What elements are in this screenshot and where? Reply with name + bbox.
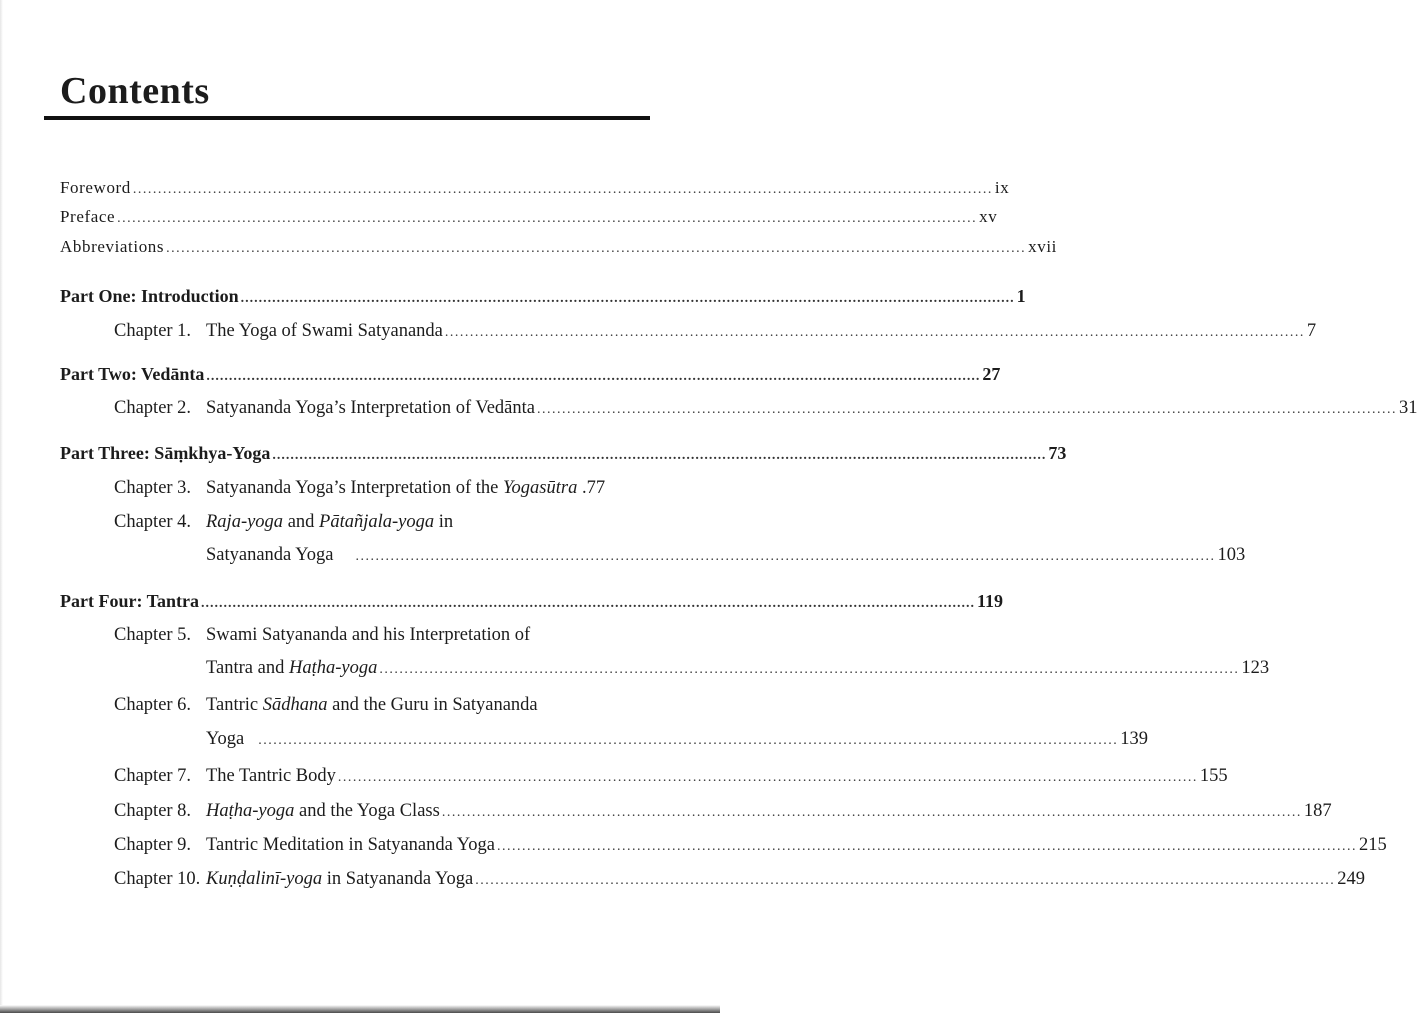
chapter-number: Chapter 6.	[114, 695, 192, 715]
page-title: Contents	[60, 70, 210, 112]
toc-chapter-1[interactable]	[114, 320, 1317, 344]
chapter-number: Chapter 4.	[114, 512, 192, 532]
entry-label: Foreword	[60, 178, 131, 197]
chapter-title: The Tantric Body	[206, 766, 336, 786]
chapter-title-italic: Haṭha-yoga	[288, 658, 378, 678]
chapter-title-italic: Kuṇḍalinī-yoga	[206, 869, 323, 889]
chapter-number: Chapter 9.	[114, 835, 192, 855]
entry-page: ix	[994, 178, 1010, 197]
chapter-number: Chapter 5.	[114, 625, 192, 645]
chapter-number: Chapter 3.	[114, 478, 192, 498]
toc-entry-foreword[interactable]	[60, 177, 1010, 201]
leader-dots: ............................................................................................................................................................................	[258, 733, 1119, 748]
chapter-title: and	[283, 512, 320, 532]
toc-entry-preface[interactable]	[60, 206, 998, 230]
toc-part-one[interactable]	[60, 285, 1026, 310]
toc-chapter-10[interactable]	[114, 868, 1365, 892]
toc-chapter-8[interactable]	[114, 800, 1332, 824]
chapter-title: Tantric	[206, 695, 263, 715]
toc-entry-abbreviations[interactable]	[60, 236, 1057, 260]
toc-chapter-5-line2[interactable]	[206, 657, 1270, 681]
chapter-title-italic: Pātañjala-yoga	[319, 512, 435, 532]
entry-page: 103	[1217, 545, 1246, 565]
leader-dots: ............................................................................................................................................................................	[379, 662, 1240, 677]
chapter-title: Satyananda Yoga’s Interpretation of the	[206, 478, 503, 498]
leader-dots: ............................................................................................................................................................................	[497, 839, 1357, 854]
page-edge-shadow	[0, 0, 3, 1013]
chapter-number: Chapter 2.	[114, 398, 192, 418]
chapter-title: Satyananda Yoga’s Interpretation of Vedānta	[206, 398, 535, 418]
chapter-title: and the Yoga Class	[294, 801, 440, 821]
chapter-title: in Satyananda Yoga	[322, 869, 474, 889]
entry-page: xv	[979, 207, 998, 226]
entry-page: xvii	[1028, 237, 1057, 256]
leader-dots: ............................................................................................................................................................................	[272, 448, 1047, 463]
entry-label: Part Three: Sāṃkhya-Yoga	[60, 443, 271, 463]
toc-chapter-3[interactable]	[114, 477, 605, 499]
entry-label: Abbreviations	[60, 237, 165, 256]
chapter-title: Swami Satyananda and his Interpretation of	[206, 625, 531, 645]
toc-chapter-4[interactable]	[114, 511, 453, 533]
chapter-number: Chapter 1.	[114, 321, 192, 341]
toc-chapter-2[interactable]	[114, 397, 1417, 421]
chapter-title-italic: Sādhana	[262, 695, 328, 715]
toc-chapter-6-line2[interactable]	[206, 728, 1148, 752]
leader-dots: ............................................................................................................................................................................	[536, 402, 1397, 417]
chapter-title: The Yoga of Swami Satyananda	[206, 321, 443, 341]
chapter-number: Chapter 10.	[114, 869, 201, 889]
entry-page: 215	[1359, 835, 1387, 855]
entry-page: 1	[1016, 286, 1026, 306]
entry-page: 7	[1306, 321, 1317, 341]
chapter-title: and the Guru in Satyananda	[327, 695, 538, 715]
entry-label: Part Four: Tantra	[60, 591, 199, 611]
chapter-title-italic: Haṭha-yoga	[206, 801, 295, 821]
entry-page: 187	[1303, 801, 1332, 821]
leader-dots: ............................................................................................................................................................................	[201, 596, 975, 611]
page-bottom-shadow	[0, 1005, 720, 1013]
toc-part-four[interactable]	[60, 590, 1004, 615]
toc-chapter-7[interactable]	[114, 765, 1228, 789]
toc-chapter-9[interactable]	[114, 834, 1387, 858]
entry-page: 123	[1241, 658, 1270, 678]
entry-page: 155	[1199, 766, 1228, 786]
toc-chapter-6[interactable]	[114, 694, 538, 716]
entry-page: 31	[1398, 398, 1417, 418]
leader-dots: ............................................................................................................................................................................	[475, 873, 1336, 888]
entry-page: 119	[977, 591, 1004, 611]
chapter-title-italic: Yogasūtra	[502, 478, 578, 498]
entry-label: Part One: Introduction	[60, 286, 239, 306]
chapter-title: Satyananda Yoga	[206, 545, 334, 565]
chapter-title: Tantra and	[206, 658, 289, 678]
toc-chapter-5[interactable]	[114, 624, 530, 646]
entry-page: 27	[982, 364, 1001, 384]
leader-dots: ............................................................................................................................................................................	[206, 369, 981, 384]
leader-dots: ............................................................................................................................................................................	[441, 805, 1302, 820]
entry-label: Preface	[60, 207, 116, 226]
chapter-title: Yoga	[206, 729, 245, 749]
entry-page: .77	[581, 478, 606, 498]
entry-page: 73	[1048, 443, 1067, 463]
leader-dots: ............................................................................................................................................................................	[240, 291, 1015, 306]
chapter-number: Chapter 7.	[114, 766, 192, 786]
toc-chapter-4-line2[interactable]	[206, 544, 1246, 568]
leader-dots: ............................................................................................................................................................................	[337, 770, 1198, 785]
chapter-title: in	[434, 512, 454, 532]
leader-dots: ............................................................................................................................................................................	[444, 325, 1305, 340]
entry-page: 249	[1337, 869, 1365, 889]
leader-dots: ............................................................................................................................................................................	[117, 211, 978, 226]
leader-dots: ............................................................................................................................................................................	[355, 549, 1216, 564]
title-underline	[44, 116, 650, 120]
toc-part-two[interactable]	[60, 363, 1001, 388]
leader-dots: ............................................................................................................................................................................	[132, 182, 993, 197]
entry-page: 139	[1120, 729, 1148, 749]
chapter-title: Tantric Meditation in Satyananda Yoga	[206, 835, 495, 855]
chapter-number: Chapter 8.	[114, 801, 192, 821]
toc-part-three[interactable]	[60, 442, 1067, 467]
entry-label: Part Two: Vedānta	[60, 364, 205, 384]
leader-dots: ............................................................................................................................................................................	[166, 241, 1027, 256]
chapter-title-italic: Raja-yoga	[206, 512, 284, 532]
